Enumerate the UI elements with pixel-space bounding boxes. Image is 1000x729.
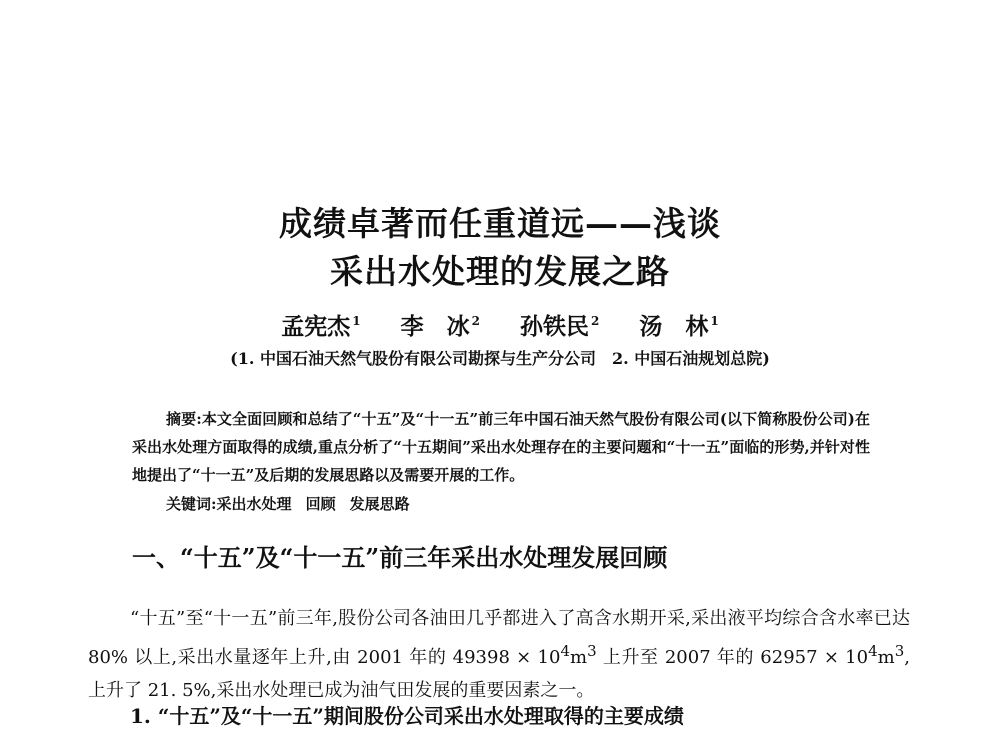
affiliation: (1. 中国石油天然气股份有限公司勘探与生产分公司 2. 中国石油规划总院) — [230, 349, 770, 368]
paper-title-line-1: 成绩卓著而任重道远——浅谈 — [279, 204, 721, 243]
abstract: 摘要:本文全面回顾和总结了“十五”及“十一五”前三年中国石油天然气股份有限公司(以下简称股份公司)在采出水处理方面取得的成绩,重点分析了“十五期间”采出水处理存在的主要问题和“十一五”面临的形势,并针对性地提出了“十一五”及后期的发展思路以及需要开展的工作。 — [132, 410, 870, 484]
author-1: 孟宪杰 $^1$ — [281, 313, 361, 340]
keywords-label: 关键词: — [166, 495, 217, 513]
author-4: 汤 林 $^1$ — [639, 313, 719, 340]
body-paragraph: “十五”至“十一五”前三年,股份公司各油田几乎都进入了高含水期开采,采出液平均综合含水率已达 80% 以上,采出水量逐年上升,由 2001 年的 $49398 \times 10^4m^3$ 上升至 2007 年的 $62957 \times 10^4m^3$,上升了 21. 5%,采出水处理已成为油气田发展的重要因素之一。 — [88, 608, 910, 701]
keyword-3: 发展思路 — [349, 495, 410, 513]
section-heading: 一、“十五”及“十一五”前三年采出水处理发展回顾 — [132, 543, 668, 572]
keywords — [166, 493, 410, 514]
paper-title-line-2: 采出水处理的发展之路 — [330, 252, 670, 291]
subsection-heading-partial: 1. “十五”及“十一五”期间股份公司采出水处理取得的主要成绩 — [130, 704, 684, 728]
author-2: 李 冰 $^2$ — [400, 313, 480, 340]
author-list — [0, 308, 1000, 341]
keyword-2: 回顾 — [305, 495, 336, 513]
author-3: 孙铁民 $^2$ — [520, 313, 600, 340]
keyword-1: 采出水处理 — [216, 495, 292, 513]
